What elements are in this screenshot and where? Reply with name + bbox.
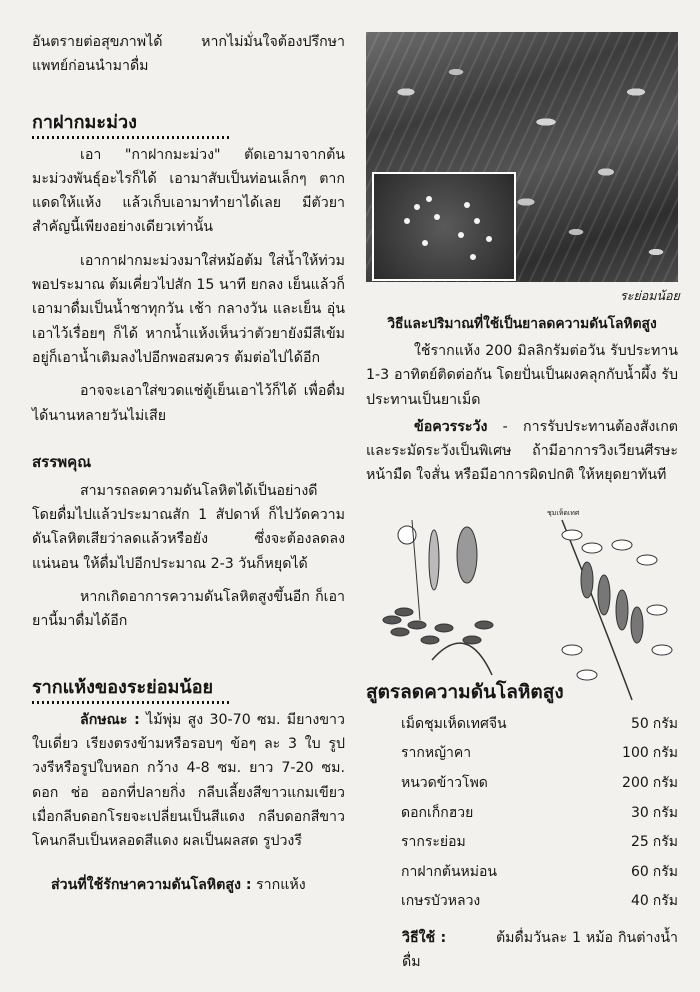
paragraph-preparation: เอา "กาฝากมะม่วง" ตัดเอามาจากต้นมะม่วงพันธุ์อะไรก็ได้ เอามาสับเป็นท่อนเล็กๆ ตากแดดให้แห้ง แล้วเก็บเอามาทำยาได้เลย มีตัวยาสำคัญนี้เพียงอย่างเดียวเท่านั้น: [32, 146, 345, 236]
section-heading-rayom-root: [32, 676, 345, 704]
formula-unit: กรัม: [652, 715, 678, 732]
section-heading-properties: สรรพคุณ: [32, 452, 92, 471]
formula-unit: กรัม: [652, 834, 678, 851]
right-column: [366, 312, 678, 488]
used-part-label: ส่วนที่ใช้รักษาความดันโลหิตสูง :: [51, 877, 252, 894]
paragraph-used-part: [32, 873, 345, 897]
paragraph-storage: อาจจะเอาใส่ขวดแช่ตู้เย็นเอาไว้ก็ได้ เพื่อดื่มได้นานหลายวันไม่เสีย: [32, 383, 345, 424]
formula-row: [366, 887, 678, 917]
heading-text: รากแห้งของระย่อมน้อย: [32, 676, 214, 698]
formula-unit: กรัม: [652, 774, 678, 791]
formula-amount: 40: [630, 893, 649, 910]
paragraph-characteristics: [32, 708, 345, 854]
drawing-label: ชุมเห็ดเทศ: [547, 509, 580, 517]
flower-inset-photo: [372, 172, 516, 281]
method-label: วิธีใช้ :: [402, 930, 447, 946]
formula-row: [366, 739, 678, 769]
characteristics-text: ไม้พุ่ม สูง 30-70 ซม. มียางขาว ใบเดี่ยว เรียงตรงข้ามหรือรอบๆ ข้อๆ ละ 3 ใบ รูปวงรีหรือรูปใบหอก กว้าง 4-8 ซม. ยาว 7-20 ซม. ดอก ช่อ ออกที่ปลายกิ่ง กลีบเลี้ยงสีขาวแกมเขียว เมื่อกลีบดอกโรยจะเปลี่ยนเป็นสีแดง กลีบดอกสีขาว โคนกลีบเป็นหลอดสีแดง ผลเป็นผลสด รูปวงรี: [32, 711, 345, 850]
formula-amount: 100: [622, 745, 649, 762]
heading-underline: [32, 701, 232, 704]
formula-row: [366, 827, 678, 857]
formula-amount: 200: [622, 774, 649, 791]
paragraph-properties: สามารถลดความดันโลหิตได้เป็นอย่างดี โดยดื่มไปแล้วประมาณสัก 1 สัปดาห์ ก็ไปวัดความดันโลหิตเสียว่าลดแล้วหรือยัง ซึ่งจะต้องลดลงแน่นอน ให้ดื่มไปอีกประมาณ 2-3 วันก็หยุดได้: [32, 482, 345, 572]
formula-name: กาฝากต้นหม่อน: [401, 863, 497, 880]
caution-text: - การรับประทานต้องสังเกตและระมัดระวังเป็นพิเศษ ถ้ามีอาการวิงเวียนศีรษะ หน้ามืด ใจสั่น หรือมีอาการผิดปกติ ให้หยุดยาทันที: [366, 418, 678, 484]
method-text: ต้มดื่มวันละ 1 หม้อ กินต่างน้ำดื่ม: [402, 930, 679, 971]
formula-name: รากระย่อม: [401, 834, 466, 851]
plant-photo: [366, 32, 678, 282]
photo-caption: ระย่อมน้อย: [620, 288, 680, 303]
paragraph-boiling: เอากาฝากมะม่วงมาใส่หม้อต้ม ใส่น้ำให้ท่วมพอประมาณ ต้มเคี่ยวไปสัก 15 นาที ยกลง เย็นแล้วก็เอามาดื่มเป็นน้ำชาทุกวัน เช้า กลางวัน และเย็น อุ่นเอาไว้เรื่อยๆ ก็ได้ หากน้ำแห้งเห็นว่าตัวยายังมีสีเข้มอยู่ก็เอาน้ำเติมลงไปอีกพอสมควร ต้มต่อไปได้อีก: [32, 252, 345, 366]
heading-text: กาฝากมะม่วง: [32, 111, 137, 133]
formula-amount: 25: [630, 834, 649, 851]
paragraph-dosage: ใช้รากแห้ง 200 มิลลิกรัมต่อวัน รับประทาน 1-3 อาทิตย์ติดต่อกัน โดยปั่นเป็นผงคลุกกับน้ำผึ้ง รับประทานเป็นยาเม็ด: [366, 343, 678, 408]
formula-unit: กรัม: [652, 893, 678, 910]
formula-name: รากหญ้าคา: [401, 745, 472, 762]
used-part-value: รากแห้ง: [256, 877, 306, 894]
left-column: [32, 0, 345, 898]
paragraph-method: [366, 926, 678, 975]
formula-name: เกษรบัวหลวง: [401, 893, 481, 910]
formula-heading: สูตรลดความดันโลหิตสูง: [366, 681, 564, 703]
formula-row: [366, 768, 678, 798]
formula-name: หนวดข้าวโพด: [401, 774, 488, 791]
formula-unit: กรัม: [652, 745, 678, 762]
formula-row: [366, 857, 678, 887]
formula-section: [366, 680, 678, 916]
formula-row: [366, 709, 678, 739]
caution-label: ข้อควรระวัง: [414, 418, 488, 435]
formula-name: ดอกเก็กฮวย: [401, 804, 474, 821]
paragraph-repeat: หากเกิดอาการความดันโลหิตสูงขึ้นอีก ก็เอายานี้มาดื่มได้อีก: [32, 589, 345, 630]
paragraph-caution: [366, 415, 678, 488]
formula-table: [366, 709, 678, 916]
formula-amount: 50: [630, 715, 649, 732]
formula-amount: 60: [630, 863, 649, 880]
characteristics-label: ลักษณะ :: [80, 711, 140, 728]
method-section: [366, 926, 678, 975]
heading-underline: [32, 136, 232, 139]
formula-row: [366, 798, 678, 828]
formula-amount: 30: [630, 804, 649, 821]
section-heading-mango-mistletoe: [32, 111, 345, 139]
dosage-heading: วิธีและปริมาณที่ใช้เป็นยาลดความดันโลหิตสูง: [387, 316, 657, 332]
intro-paragraph: อันตรายต่อสุขภาพได้ หากไม่มั่นใจต้องปรึกษาแพทย์ก่อนนำมาดื่ม: [32, 34, 345, 75]
formula-name: เม็ดชุมเห็ดเทศจีน: [401, 715, 507, 732]
formula-unit: กรัม: [652, 863, 678, 880]
formula-unit: กรัม: [652, 804, 678, 821]
